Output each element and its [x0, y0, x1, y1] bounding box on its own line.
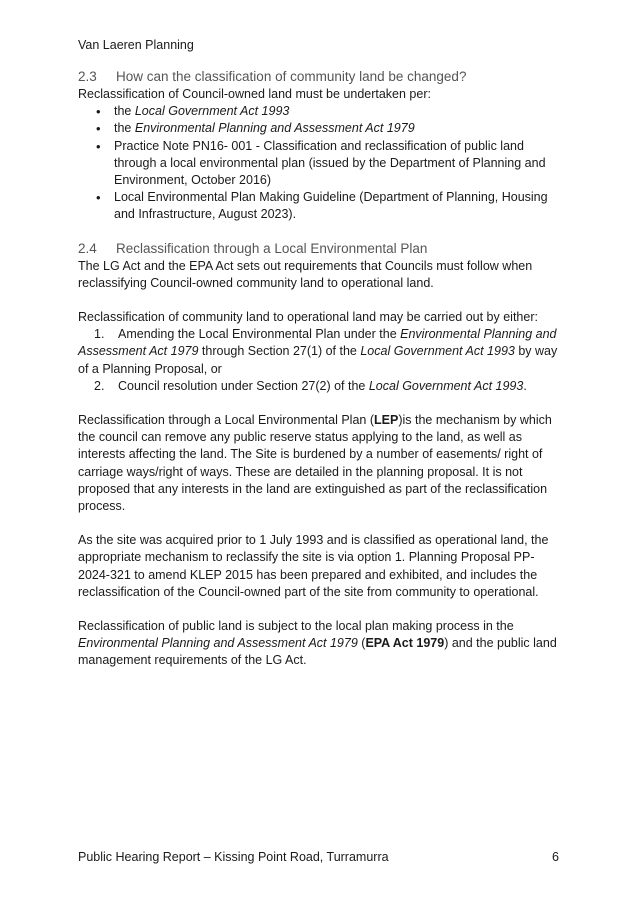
numbered-item-2: 2. Council resolution under Section 27(2) of the Local Government Act 1993.: [94, 378, 527, 393]
numbered-item-1: 1. Amending the Local Environmental Plan under the Environmental Planning and Assessment Act 1979 through Section 27(1) of the Local Government Act 1993 by way of a Planning Proposal, or: [78, 327, 558, 376]
section-heading-2-3: [78, 68, 558, 86]
paragraph: Reclassification through a Local Environmental Plan (LEP)is the mechanism by which the council can remove any public reserve status applying to the land, as well as interests affecting the land. The Site is burdened by a number of easements/ right of carriage ways/right of ways. These are detailed in the planning proposal. It is not proposed that any interests in the land are extinguished as part of the reclassification process.: [78, 413, 552, 514]
page-header: Van Laeren Planning: [78, 38, 194, 52]
page-number: 6: [552, 850, 559, 864]
list-item: • Practice Note PN16- 001 - Classification and reclassification of public land through a local environmental plan (issued by the Department of Planning and Environment, October 2016): [78, 138, 558, 190]
paragraph: Reclassification of public land is subject to the local plan making process in the Environmental Planning and Assessment Act 1979 (EPA Act 1979) and the public land management requirements of the LG Act.: [78, 619, 557, 668]
section-intro: Reclassification of Council-owned land must be undertaken per:: [78, 87, 431, 101]
requirements-list: [78, 103, 558, 223]
section-title: Reclassification through a Local Environmental Plan: [116, 240, 428, 256]
paragraph: Reclassification of community land to operational land may be carried out by either:: [78, 310, 538, 325]
section-number: 2.3: [78, 69, 97, 84]
section-number: 2.4: [78, 240, 97, 256]
paragraph: As the site was acquired prior to 1 July 1993 and is classified as operational land, the appropriate mechanism to reclassify the site is via option 1. Planning Proposal PP-2024-321 to amend KLEP 2015 has been prepared and exhibited, and includes the reclassification of the Council-owned part of the site from community to operational.: [78, 533, 549, 599]
list-item: • Local Environmental Plan Making Guideline (Department of Planning, Housing and Infrastructure, August 2023).: [78, 189, 558, 223]
paragraph: The LG Act and the EPA Act sets out requirements that Councils must follow when reclassifying Council-owned community land to operational land.: [78, 258, 533, 290]
section-heading-2-4: [78, 240, 558, 258]
page-footer: [78, 850, 559, 864]
footer-title: Public Hearing Report – Kissing Point Road, Turramurra: [78, 850, 389, 864]
list-item: • the Environmental Planning and Assessment Act 1979: [78, 120, 558, 137]
section-title: How can the classification of community land be changed?: [116, 69, 467, 84]
page-content: [78, 68, 558, 670]
list-item: • the Local Government Act 1993: [78, 103, 558, 120]
